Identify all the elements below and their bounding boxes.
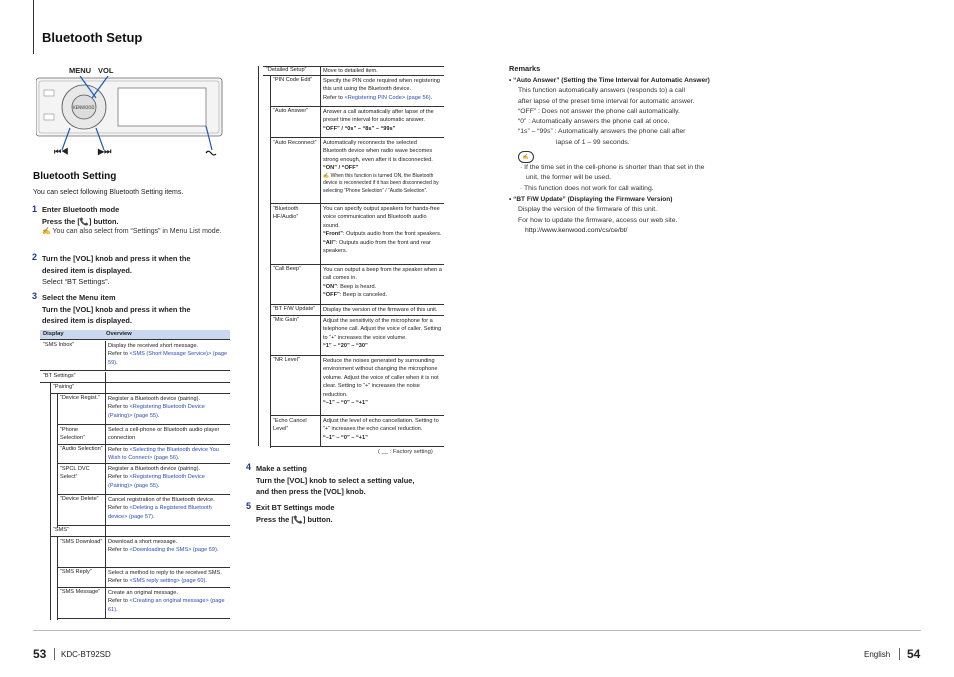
website-link[interactable]: http://www.kenwood.com/cs/ce/bt/ [525, 226, 628, 234]
row-desc [320, 107, 444, 138]
row-desc-line: Select a cell-phone or Bluetooth audio player connection [108, 427, 220, 442]
table-row [50, 383, 230, 394]
remark-line: “0” : Automatically answers the phone call at once. [518, 118, 670, 126]
row-desc-line [108, 546, 228, 554]
remark-line: This function automatically answers (responds to) a call [518, 87, 685, 95]
row-desc-line: Specify the PIN code required when registering this unit using the Bluetooth device. [323, 78, 440, 93]
row-label: “BT Settings” [43, 373, 76, 379]
row-desc-line: Download a short message. [108, 539, 178, 545]
page-title: Bluetooth Setup [42, 30, 143, 45]
table-row [57, 464, 230, 495]
row-desc-suffix: . [157, 482, 160, 489]
row-link[interactable]: <SMS reply setting> (page 60) [129, 578, 206, 585]
settings-table-left [40, 330, 230, 620]
model-name: KDC-BT92SD [61, 650, 111, 659]
step-4-line2: and then press the [VOL] knob. [256, 487, 366, 496]
all-val: : Outputs audio from the front and rear speakers. [323, 239, 431, 255]
col-overview: Overview [106, 331, 132, 337]
row-desc [105, 588, 230, 619]
row-desc [105, 445, 230, 464]
prev-track-icon: ⏮◀ [54, 147, 69, 156]
step-4-line1: Turn the [VOL] knob to select a setting value, [256, 475, 415, 485]
row-desc [105, 425, 230, 445]
row-desc-line [323, 239, 442, 256]
row-desc-prefix: Refer to [108, 505, 130, 512]
table-row [57, 445, 230, 464]
remark-1-notes [509, 163, 719, 194]
step-5-line2 [256, 514, 456, 526]
bottom-rule [33, 630, 921, 631]
table-row [57, 425, 230, 445]
row-options: “1” – “20” – “30” [323, 343, 368, 350]
off-key: “OFF” [323, 292, 340, 299]
note-icon: ✍ [518, 151, 534, 163]
remarks-title: Remarks [509, 64, 541, 73]
step-1-title: Enter Bluetooth mode [42, 205, 120, 214]
footer-divider [54, 648, 55, 660]
device-illustration [36, 66, 226, 161]
step-3-line2: desired item is displayed. [42, 316, 132, 325]
remark-line: “1s” – “99s” : Automatically answers the phone call after [518, 128, 686, 136]
remark-line: For how to update the firmware, access our web site. [518, 216, 678, 224]
row-desc-line: Reduce the noises generated by surrounding environment without changing the microphone volume. Adjust the voice of caller when it is not clear. Setting to “+” increases the noise reduction. [323, 358, 439, 398]
table-row [57, 537, 230, 568]
right-page-number: 54 [907, 647, 921, 661]
row-desc-line: Adjust the level of echo cancellation. Setting to “+” increases the echo cancel reduction. [323, 418, 439, 433]
row-desc [320, 67, 444, 76]
table-row [263, 66, 444, 76]
step-5-line2a: Press the [ [256, 514, 294, 524]
row-desc-suffix: . [177, 455, 180, 462]
row-options: “ON” / “OFF” [323, 165, 359, 172]
row-label: “SMS Download” [60, 539, 103, 545]
row-desc-empty [105, 526, 230, 537]
step-3 [42, 292, 232, 327]
row-desc [105, 495, 230, 526]
row-label: “SMS Reply” [60, 569, 92, 575]
row-desc-line: You can specify output speakers for hands-free voice communication and Bluetooth audio sound. [323, 206, 440, 229]
row-desc-prefix: Refer to [108, 351, 130, 358]
step-2-line3: Select “BT Settings”. [42, 277, 110, 286]
vol-label: VOL [98, 66, 114, 75]
row-desc-line [108, 473, 228, 490]
step-4-number: 4 [246, 462, 252, 472]
row-desc-line [108, 446, 228, 463]
row-link[interactable]: <Selecting the Bluetooth device You Wish to Connect> (page 56) [108, 447, 219, 462]
row-desc [105, 394, 230, 425]
front-val: : Outputs audio from the front speakers. [342, 231, 442, 238]
row-link[interactable]: <SMS (Short Message Service)> (page 59) [108, 351, 228, 366]
row-desc-line [108, 577, 228, 585]
row-desc [320, 204, 444, 265]
row-link[interactable]: <Registering Bluetooth Device (Pairing)> (page 55) [108, 404, 205, 419]
step-1 [42, 204, 232, 237]
table-row [270, 76, 444, 107]
row-desc [105, 341, 230, 371]
row-label: “Call Beep” [273, 266, 301, 272]
row-desc-line: Adjust the sensitivity of the microphone for a telephone call. Adjust the voice of caller. Setting to “+” increases the voice volume. [323, 318, 442, 341]
row-desc-line: Cancel registration of the Bluetooth device. [108, 497, 215, 503]
row-desc-suffix: . [205, 578, 207, 585]
step-1-number: 1 [32, 204, 38, 214]
settings-table-middle [258, 66, 444, 448]
row-desc-suffix: . [116, 359, 118, 366]
step-2-line2: desired item is displayed. [42, 265, 132, 275]
row-desc-line: Display the version of the firmware of this unit. [323, 307, 438, 313]
top-left-rule [33, 0, 34, 54]
row-desc [105, 537, 230, 568]
remark-1-title-text: “Auto Answer” (Setting the Time Interval for Automatic Answer) [513, 77, 710, 84]
row-label: “Device Regist.” [60, 395, 100, 401]
remark-1-body [509, 86, 719, 148]
remark-note-text: If the time set in the cell-phone is shorter than that set in the unit, the former will be used. [524, 164, 705, 182]
row-desc-line [108, 597, 228, 614]
row-label: “BT F/W Update” [273, 306, 316, 312]
row-desc-empty [105, 383, 230, 394]
next-track-icon: ▶⏭ [98, 147, 112, 156]
row-label: “SMS” [53, 527, 69, 533]
row-desc-line [323, 230, 442, 238]
remark-2-title: • “BT F/W Update” (Displaying the Firmware Version) [509, 195, 673, 203]
row-link[interactable]: <Downloading the SMS> (page 59) [129, 547, 217, 554]
row-desc-prefix: Refer to [108, 578, 130, 585]
row-options: “–1” – “0” – “+1” [323, 400, 368, 407]
row-desc-line: Move to detailed item. [323, 68, 378, 74]
table-row [57, 394, 230, 425]
remark-line: lapse of 1 – 99 seconds. [556, 138, 630, 146]
remark-line: “OFF” : Does not answer the phone call automatically. [518, 107, 680, 115]
row-desc-empty [105, 372, 230, 383]
row-label: “Detailed Setup” [266, 67, 307, 73]
row-label: “Auto Answer” [273, 108, 309, 114]
row-desc [320, 316, 444, 356]
step-2-number: 2 [32, 252, 38, 262]
row-desc-suffix: . [157, 412, 160, 419]
section-title: Bluetooth Setting [33, 171, 117, 182]
table-row [40, 372, 230, 383]
row-desc [105, 464, 230, 495]
row-link[interactable]: <Registering Bluetooth Device (Pairing)> (page 55) [108, 474, 205, 489]
row-options: “OFF” / “0s” – “8s” – “99s” [323, 125, 396, 132]
step-3-title: Select the Menu item [42, 293, 116, 302]
row-desc-prefix: Refer to [108, 547, 130, 554]
row-label: “NR Level” [273, 357, 300, 363]
row-label: “Phone Selection” [60, 427, 85, 442]
off-val: : Beep is canceled. [339, 292, 388, 299]
remark-1-title: • “Auto Answer” (Setting the Time Interval for Automatic Answer) [509, 77, 710, 84]
phone-icon: 📞 [293, 514, 303, 524]
language-label: English [864, 650, 891, 659]
on-val: : Beep is heard. [336, 283, 377, 290]
row-desc [320, 416, 444, 447]
phone-icon: 📞 [79, 216, 89, 226]
step-3-number: 3 [32, 291, 38, 301]
front-key: “Front” [323, 231, 343, 238]
table-row [57, 568, 230, 588]
table-row [270, 305, 444, 316]
row-link[interactable]: <Creating an original message> (page 61) [108, 598, 225, 613]
row-options: “–1” – “0” – “+1” [323, 434, 368, 441]
row-desc-prefix: Refer to [108, 447, 130, 453]
row-label: “SMS Message” [60, 589, 101, 595]
table-row [270, 204, 444, 265]
row-desc-line [108, 504, 228, 521]
row-desc-prefix: Refer to [108, 474, 130, 481]
step-4-title: Make a setting [256, 464, 307, 473]
step-2-line1: Turn the [VOL] knob and press it when the [42, 254, 191, 263]
remark-2-title-text: “BT F/W Update” (Displaying the Firmware Version) [513, 195, 673, 203]
row-desc-line: Answer a call automatically after lapse of the preset time interval for automatic answer. [323, 109, 434, 124]
row-desc [105, 568, 230, 588]
table-row [270, 107, 444, 138]
step-1-line2 [42, 216, 232, 228]
row-label: “Echo Cancel Level” [273, 418, 307, 433]
remark-note: · If the time set in the cell-phone is shorter than that set in the unit, the former will be used. [520, 164, 705, 182]
table-row [270, 316, 444, 356]
row-desc [320, 356, 444, 416]
row-desc-line: Display the received short message. [108, 343, 199, 349]
remark-2-body [509, 205, 719, 236]
row-link[interactable]: <Deleting a Registered Bluetooth device> (page 57) [108, 505, 212, 520]
row-desc-prefix: Refer to [108, 598, 130, 605]
table-row [270, 265, 444, 305]
indent-line [50, 383, 51, 620]
row-desc-line [108, 403, 228, 420]
row-label: “SPCL DVC Select” [60, 466, 90, 481]
row-desc-line: Select a method to reply to the received SMS. [108, 570, 222, 576]
remark-line: Display the version of the firmware of this unit. [518, 206, 658, 214]
row-desc-prefix: Refer to [323, 94, 345, 101]
step-1-line2a: Press the [ [42, 216, 80, 226]
row-desc-line: Register a Bluetooth device (pairing). [108, 466, 201, 472]
remark-1 [509, 76, 719, 236]
row-desc-line: Create an original message. [108, 590, 178, 596]
step-5-number: 5 [246, 501, 252, 511]
step-1-line2b: ] button. [89, 216, 119, 226]
remark-line: after lapse of the preset time interval for automatic answer. [518, 97, 695, 105]
on-key: “ON” [323, 283, 337, 290]
step-4 [256, 463, 456, 498]
left-page-number: 53 [33, 647, 47, 661]
row-label: “PIN Code Edit” [273, 77, 313, 83]
row-desc-line [323, 283, 442, 291]
row-link[interactable]: <Registering PIN Code> (page 56) [344, 94, 431, 101]
all-key: “All” [323, 239, 336, 246]
step-5 [256, 502, 456, 525]
row-desc [320, 265, 444, 305]
row-label: “Audio Selection” [60, 446, 103, 452]
row-desc [320, 305, 444, 316]
row-desc-suffix: . [116, 606, 118, 613]
col-display: Display [43, 331, 64, 337]
row-desc-prefix: Refer to [108, 404, 130, 411]
row-label: “Mic Gain” [273, 317, 299, 323]
row-desc-line: Register a Bluetooth device (pairing). [108, 396, 201, 402]
table-row [270, 416, 444, 447]
factory-setting-note: ( __ : Factory setting) [378, 449, 433, 455]
remark-note-text: This function does not work for call waiting. [524, 184, 654, 192]
row-label: “Pairing” [53, 384, 75, 390]
row-note: ✍ When this function is turned ON, the Bluetooth device is reconnected if it has been disconnected by selecting “Phone Selection” / “Audio Selection”. [323, 172, 439, 194]
step-3-line1: Turn the [VOL] knob and press it when the [42, 304, 191, 314]
row-desc [320, 138, 444, 204]
intro-text: You can select following Bluetooth Setting items. [33, 189, 184, 196]
step-1-note: ✍ You can also select from “Settings” in Menu List mode. [42, 228, 222, 235]
table-row [40, 341, 230, 371]
row-desc-line: Automatically reconnects the selected Bluetooth device when radio wave becomes strong enough, even after it is disconnected. [323, 140, 433, 163]
table-row [57, 495, 230, 526]
row-desc-line [323, 94, 442, 102]
table-row [50, 526, 230, 537]
row-desc-line [108, 350, 228, 367]
row-desc-suffix: . [152, 513, 155, 520]
row-label: “Device Delete” [60, 496, 99, 502]
table-row [270, 138, 444, 204]
footer-divider [899, 648, 900, 660]
step-5-line2b: ] button. [303, 514, 333, 524]
step-2 [42, 253, 232, 288]
step-5-title: Exit BT Settings mode [256, 503, 335, 512]
menu-label: MENU [69, 66, 92, 75]
row-desc-suffix: . [430, 94, 433, 101]
row-desc-line [323, 291, 442, 299]
row-label: “SMS Inbox” [43, 342, 75, 348]
svg-text:KENWOOD: KENWOOD [73, 105, 95, 110]
remark-note: · This function does not work for call waiting. [520, 184, 654, 192]
row-label: “Auto Reconnect” [273, 140, 317, 146]
row-desc-line: You can output a beep from the speaker when a call comes in. [323, 267, 442, 282]
row-label: “Bluetooth HF/Audio” [273, 206, 299, 221]
row-desc-suffix: . [216, 547, 219, 554]
row-desc [320, 76, 444, 107]
table-row [57, 588, 230, 619]
table-header [40, 330, 230, 340]
table-row [270, 356, 444, 416]
